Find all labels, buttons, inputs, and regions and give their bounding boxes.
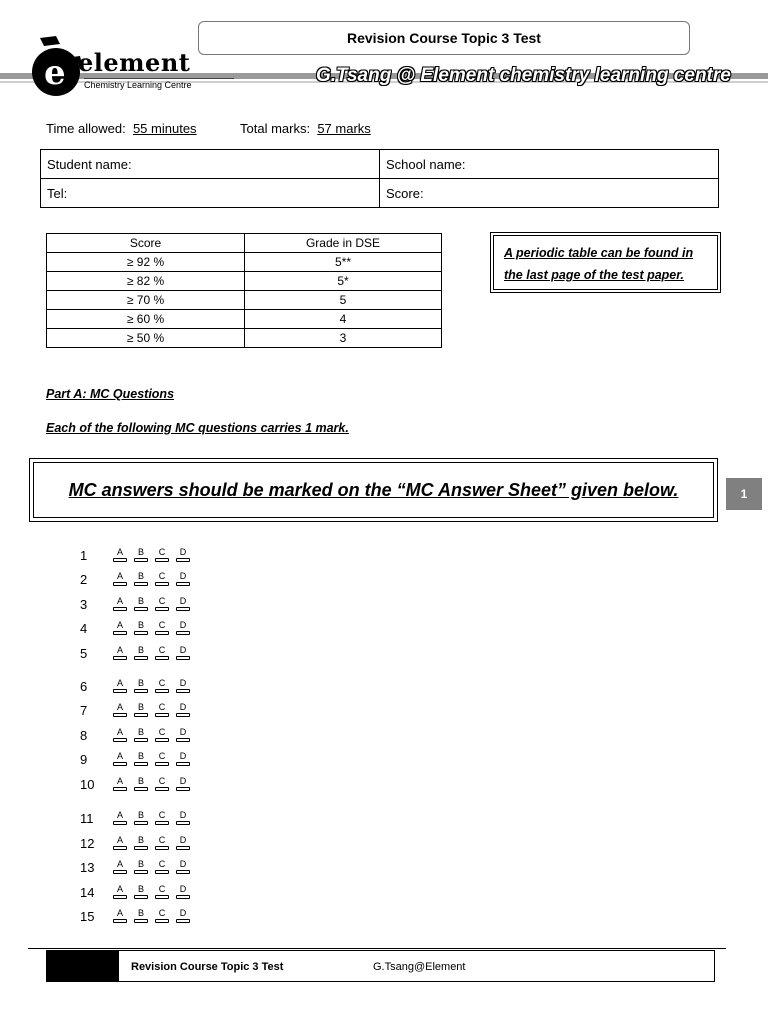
- option-letter: D: [179, 678, 187, 688]
- answer-bubble[interactable]: [154, 908, 172, 926]
- answer-slot[interactable]: [113, 919, 127, 923]
- answer-bubble[interactable]: [133, 810, 151, 828]
- question-number: 14: [80, 885, 95, 900]
- answer-bubble[interactable]: [175, 620, 193, 638]
- option-letter: A: [116, 859, 123, 869]
- answer-slot[interactable]: [176, 656, 190, 660]
- grade-table: [46, 233, 442, 348]
- option-letter: B: [137, 702, 144, 712]
- total-marks: [240, 121, 371, 137]
- part-a-heading: Part A: MC Questions: [46, 387, 175, 401]
- answer-bubble[interactable]: [112, 810, 130, 828]
- answer-slot[interactable]: [176, 738, 190, 742]
- option-letter: A: [116, 678, 123, 688]
- answer-slot[interactable]: [155, 787, 169, 791]
- answer-slot[interactable]: [134, 919, 148, 923]
- logo-subtitle: Chemistry Learning Centre: [84, 80, 192, 90]
- answer-slot[interactable]: [113, 656, 127, 660]
- answer-row: [80, 727, 196, 745]
- answer-bubble[interactable]: [154, 620, 172, 638]
- answer-bubble[interactable]: [154, 645, 172, 663]
- answer-bubble[interactable]: [154, 727, 172, 745]
- answer-slot[interactable]: [176, 919, 190, 923]
- answer-bubble[interactable]: [154, 678, 172, 696]
- answer-slot[interactable]: [155, 919, 169, 923]
- option-letter: B: [137, 751, 144, 761]
- answer-row: [80, 571, 196, 589]
- answer-bubble[interactable]: [154, 571, 172, 589]
- table-row: [47, 291, 442, 310]
- answer-slot[interactable]: [134, 713, 148, 717]
- answer-slot[interactable]: [113, 582, 127, 586]
- answer-slot[interactable]: [113, 870, 127, 874]
- option-letter: A: [116, 596, 123, 606]
- answer-slot[interactable]: [113, 895, 127, 899]
- student-info-table: [40, 149, 719, 208]
- option-letter: D: [179, 571, 187, 581]
- answer-bubble[interactable]: [175, 678, 193, 696]
- answer-bubble[interactable]: [133, 908, 151, 926]
- answer-slot[interactable]: [134, 607, 148, 611]
- option-letter: B: [137, 859, 144, 869]
- school-name-field[interactable]: School name:: [380, 150, 719, 179]
- question-number: 4: [80, 621, 88, 636]
- test-title: Revision Course Topic 3 Test: [198, 21, 690, 55]
- answer-slot[interactable]: [113, 762, 127, 766]
- answer-bubble[interactable]: [154, 835, 172, 853]
- answer-bubble[interactable]: [133, 884, 151, 902]
- answer-slot[interactable]: [134, 738, 148, 742]
- answer-slot[interactable]: [113, 558, 127, 562]
- option-letter: C: [158, 776, 166, 786]
- answer-bubble[interactable]: [175, 835, 193, 853]
- answer-bubble[interactable]: [112, 571, 130, 589]
- table-row: [47, 272, 442, 291]
- answer-slot[interactable]: [155, 895, 169, 899]
- answer-slot[interactable]: [176, 713, 190, 717]
- option-letter: C: [158, 571, 166, 581]
- answer-bubble[interactable]: [175, 908, 193, 926]
- answer-bubble[interactable]: [133, 620, 151, 638]
- answer-bubble[interactable]: [133, 859, 151, 877]
- answer-bubble[interactable]: [133, 751, 151, 769]
- answer-row: [80, 776, 196, 794]
- answer-slot[interactable]: [155, 713, 169, 717]
- answer-bubble[interactable]: [133, 727, 151, 745]
- student-name-field[interactable]: Student name:: [41, 150, 380, 179]
- option-letter: B: [137, 835, 144, 845]
- answer-bubble[interactable]: [175, 810, 193, 828]
- option-letter: C: [158, 547, 166, 557]
- option-letter: A: [116, 727, 123, 737]
- answer-bubble[interactable]: [154, 810, 172, 828]
- answer-row: [80, 645, 196, 663]
- option-letter: B: [137, 776, 144, 786]
- answer-bubble[interactable]: [175, 571, 193, 589]
- option-letter: A: [116, 571, 123, 581]
- answer-bubble[interactable]: [175, 884, 193, 902]
- table-row: [47, 329, 442, 348]
- grade-cell: 5: [245, 291, 442, 310]
- answer-slot[interactable]: [155, 607, 169, 611]
- marks-instruction: Each of the following MC questions carries 1 mark.: [46, 421, 349, 435]
- question-number: 11: [80, 811, 94, 826]
- footer-black-block: [47, 951, 119, 981]
- answer-slot[interactable]: [134, 895, 148, 899]
- answer-bubble[interactable]: [133, 547, 151, 565]
- answer-row: [80, 810, 196, 828]
- grade-cell: 3: [245, 329, 442, 348]
- answer-bubble[interactable]: [112, 751, 130, 769]
- marks-value: 57 marks: [317, 121, 371, 136]
- score-field[interactable]: Score:: [380, 179, 719, 208]
- answer-bubble[interactable]: [154, 596, 172, 614]
- option-letter: D: [179, 702, 187, 712]
- answer-bubble[interactable]: [154, 547, 172, 565]
- answer-slot[interactable]: [134, 821, 148, 825]
- option-letter: B: [137, 884, 144, 894]
- answer-slot[interactable]: [113, 821, 127, 825]
- time-label: Time allowed:: [46, 121, 126, 136]
- answer-slot[interactable]: [155, 689, 169, 693]
- score-cell: ≥ 70 %: [47, 291, 245, 310]
- answer-slot[interactable]: [176, 762, 190, 766]
- answer-slot[interactable]: [113, 846, 127, 850]
- footer-title: Revision Course Topic 3 Test: [131, 961, 284, 973]
- answer-bubble[interactable]: [175, 645, 193, 663]
- option-letter: A: [116, 810, 123, 820]
- answer-slot[interactable]: [134, 689, 148, 693]
- answer-bubble[interactable]: [112, 547, 130, 565]
- answer-row: [80, 835, 196, 853]
- answer-slot[interactable]: [134, 558, 148, 562]
- answer-slot[interactable]: [155, 631, 169, 635]
- answer-bubble[interactable]: [112, 596, 130, 614]
- option-letter: B: [137, 810, 144, 820]
- footer-author: G.Tsang@Element: [373, 961, 466, 973]
- answer-bubble[interactable]: [112, 859, 130, 877]
- option-letter: A: [116, 547, 123, 557]
- answer-row: [80, 859, 196, 877]
- answer-bubble[interactable]: [133, 835, 151, 853]
- answer-slot[interactable]: [155, 870, 169, 874]
- answer-slot[interactable]: [134, 582, 148, 586]
- answer-slot[interactable]: [113, 689, 127, 693]
- answer-bubble[interactable]: [154, 859, 172, 877]
- option-letter: C: [158, 645, 166, 655]
- option-letter: C: [158, 620, 166, 630]
- option-letter: D: [179, 751, 187, 761]
- answer-slot[interactable]: [176, 631, 190, 635]
- answer-bubble[interactable]: [175, 596, 193, 614]
- answer-bubble[interactable]: [112, 702, 130, 720]
- option-letter: D: [179, 884, 187, 894]
- option-letter: D: [179, 547, 187, 557]
- option-letter: C: [158, 810, 166, 820]
- option-letter: A: [116, 908, 123, 918]
- answer-bubble[interactable]: [133, 776, 151, 794]
- answer-slot[interactable]: [134, 631, 148, 635]
- answer-bubble[interactable]: [154, 776, 172, 794]
- logo-underline: [84, 78, 234, 79]
- answer-bubble[interactable]: [112, 678, 130, 696]
- option-letter: D: [179, 596, 187, 606]
- answer-slot[interactable]: [176, 846, 190, 850]
- option-letter: B: [137, 547, 144, 557]
- option-letter: A: [116, 776, 123, 786]
- answer-slot[interactable]: [176, 607, 190, 611]
- answer-slot[interactable]: [134, 846, 148, 850]
- option-letter: A: [116, 835, 123, 845]
- grade-header-grade: Grade in DSE: [245, 234, 442, 253]
- question-number: 9: [80, 752, 88, 767]
- option-letter: D: [179, 908, 187, 918]
- tel-field[interactable]: Tel:: [41, 179, 380, 208]
- score-cell: ≥ 60 %: [47, 310, 245, 329]
- option-letter: A: [116, 620, 123, 630]
- answer-bubble[interactable]: [133, 571, 151, 589]
- marks-label: Total marks:: [240, 121, 311, 136]
- answer-bubble[interactable]: [112, 776, 130, 794]
- option-letter: A: [116, 884, 123, 894]
- grade-cell: 5*: [245, 272, 442, 291]
- answer-bubble[interactable]: [175, 727, 193, 745]
- answer-bubble[interactable]: [112, 620, 130, 638]
- author-banner: G.Tsang @ Element chemistry learning centre: [316, 65, 731, 86]
- question-number: 5: [80, 646, 88, 661]
- grade-cell: 5**: [245, 253, 442, 272]
- option-letter: C: [158, 751, 166, 761]
- option-letter: B: [137, 645, 144, 655]
- answer-bubble[interactable]: [175, 547, 193, 565]
- option-letter: A: [116, 751, 123, 761]
- answer-bubble[interactable]: [112, 835, 130, 853]
- option-letter: B: [137, 908, 144, 918]
- logo-wordmark: element: [78, 48, 191, 77]
- answer-row: [80, 547, 196, 565]
- question-number: 7: [80, 703, 88, 718]
- grade-cell: 4: [245, 310, 442, 329]
- answer-slot[interactable]: [176, 558, 190, 562]
- option-letter: B: [137, 727, 144, 737]
- option-letter: B: [137, 571, 144, 581]
- answer-slot[interactable]: [134, 762, 148, 766]
- answer-bubble[interactable]: [175, 859, 193, 877]
- option-letter: C: [158, 859, 166, 869]
- answer-slot[interactable]: [155, 582, 169, 586]
- answer-slot[interactable]: [155, 762, 169, 766]
- answer-bubble[interactable]: [154, 751, 172, 769]
- question-number: 15: [80, 909, 95, 924]
- answer-bubble[interactable]: [175, 702, 193, 720]
- question-number: 12: [80, 836, 95, 851]
- option-letter: B: [137, 678, 144, 688]
- table-row: [47, 310, 442, 329]
- answer-bubble[interactable]: [133, 596, 151, 614]
- option-letter: C: [158, 678, 166, 688]
- answer-bubble[interactable]: [154, 884, 172, 902]
- option-letter: A: [116, 702, 123, 712]
- option-letter: B: [137, 596, 144, 606]
- answer-slot[interactable]: [134, 656, 148, 660]
- option-letter: D: [179, 810, 187, 820]
- option-letter: B: [137, 620, 144, 630]
- answer-row: [80, 884, 196, 902]
- answer-slot[interactable]: [176, 895, 190, 899]
- answer-bubble[interactable]: [175, 751, 193, 769]
- periodic-table-note: A periodic table can be found in the last page of the test paper.: [493, 235, 718, 290]
- answer-bubble[interactable]: [112, 727, 130, 745]
- option-letter: C: [158, 835, 166, 845]
- answer-bubble[interactable]: [112, 908, 130, 926]
- option-letter: D: [179, 776, 187, 786]
- question-number: 13: [80, 860, 95, 875]
- option-letter: D: [179, 645, 187, 655]
- answer-slot[interactable]: [113, 787, 127, 791]
- option-letter: A: [116, 645, 123, 655]
- time-value: 55 minutes: [132, 121, 197, 136]
- answer-slot[interactable]: [113, 631, 127, 635]
- answer-slot[interactable]: [113, 607, 127, 611]
- question-number: 6: [80, 679, 88, 694]
- score-cell: ≥ 50 %: [47, 329, 245, 348]
- option-letter: C: [158, 908, 166, 918]
- time-allowed: [46, 121, 197, 137]
- question-number: 1: [80, 548, 88, 563]
- answer-row: [80, 908, 196, 926]
- question-number: 8: [80, 728, 88, 743]
- answer-slot[interactable]: [134, 787, 148, 791]
- answer-bubble[interactable]: [133, 702, 151, 720]
- option-letter: C: [158, 702, 166, 712]
- answer-bubble[interactable]: [154, 702, 172, 720]
- option-letter: D: [179, 620, 187, 630]
- answer-slot[interactable]: [155, 558, 169, 562]
- answer-row: [80, 678, 196, 696]
- answer-slot[interactable]: [176, 689, 190, 693]
- question-number: 3: [80, 597, 88, 612]
- svg-text:e: e: [44, 53, 66, 93]
- answer-slot[interactable]: [134, 870, 148, 874]
- option-letter: C: [158, 727, 166, 737]
- mc-instruction-banner: MC answers should be marked on the “MC Answer Sheet” given below.: [33, 462, 714, 518]
- answer-slot[interactable]: [155, 738, 169, 742]
- score-cell: ≥ 82 %: [47, 272, 245, 291]
- page-number-tab: 1: [726, 478, 762, 510]
- answer-slot[interactable]: [176, 870, 190, 874]
- answer-slot[interactable]: [155, 821, 169, 825]
- answer-bubble[interactable]: [175, 776, 193, 794]
- option-letter: D: [179, 727, 187, 737]
- grade-header-score: Score: [47, 234, 245, 253]
- answer-slot[interactable]: [176, 821, 190, 825]
- answer-row: [80, 620, 196, 638]
- answer-row: [80, 596, 196, 614]
- table-row: [47, 253, 442, 272]
- answer-bubble[interactable]: [133, 645, 151, 663]
- answer-slot[interactable]: [176, 582, 190, 586]
- answer-bubble[interactable]: [112, 884, 130, 902]
- question-number: 10: [80, 777, 95, 792]
- answer-slot[interactable]: [155, 656, 169, 660]
- score-cell: ≥ 92 %: [47, 253, 245, 272]
- option-letter: D: [179, 835, 187, 845]
- option-letter: C: [158, 884, 166, 894]
- answer-row: [80, 751, 196, 769]
- answer-slot[interactable]: [155, 846, 169, 850]
- answer-row: [80, 702, 196, 720]
- answer-slot[interactable]: [113, 713, 127, 717]
- answer-slot[interactable]: [113, 738, 127, 742]
- answer-bubble[interactable]: [112, 645, 130, 663]
- answer-bubble[interactable]: [133, 678, 151, 696]
- footer-rule: [28, 948, 726, 949]
- answer-slot[interactable]: [176, 787, 190, 791]
- question-number: 2: [80, 572, 88, 587]
- option-letter: D: [179, 859, 187, 869]
- option-letter: C: [158, 596, 166, 606]
